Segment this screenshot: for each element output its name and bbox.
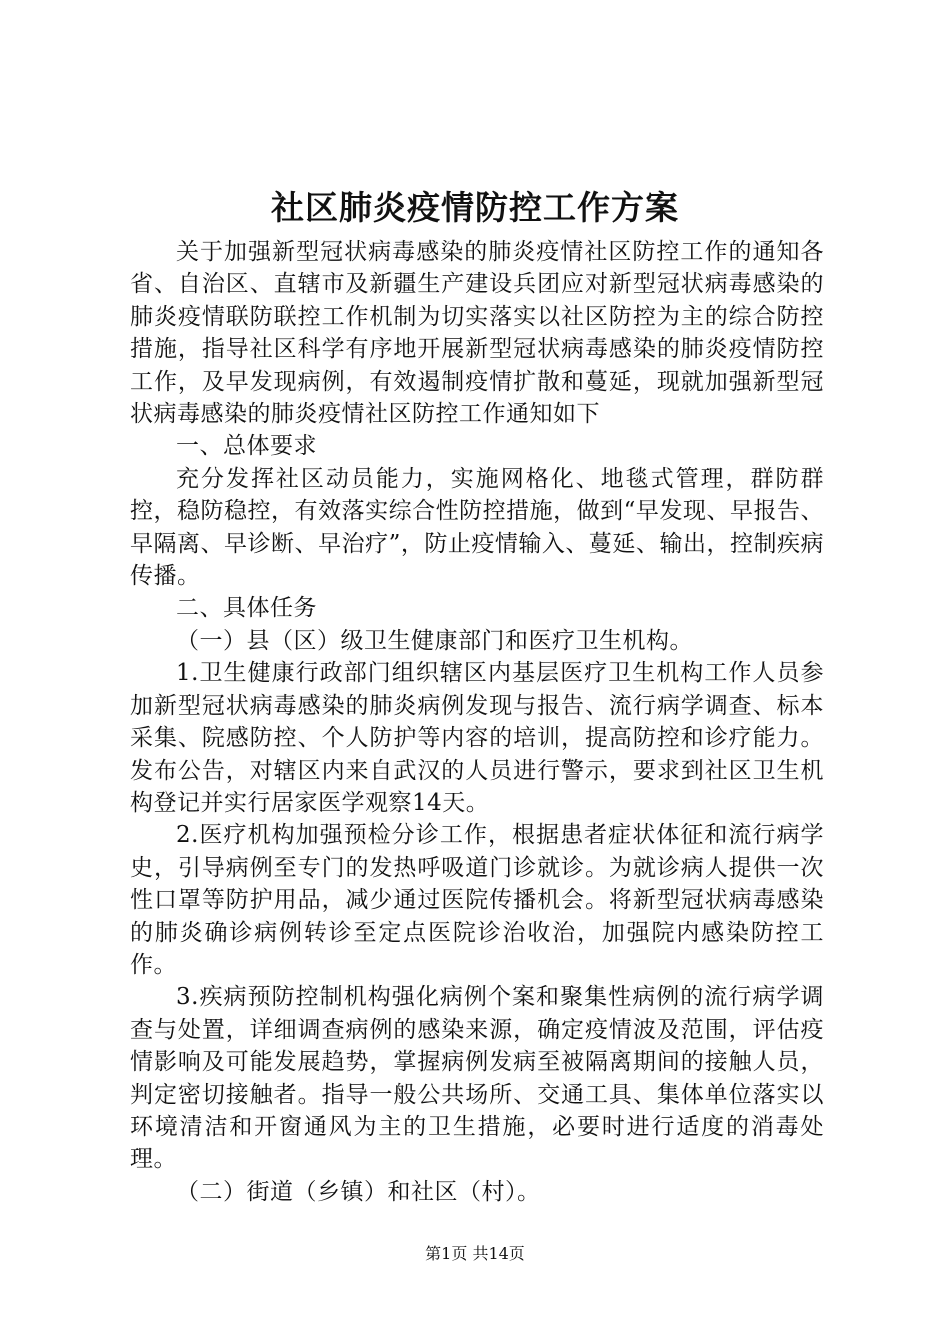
section-heading-tasks: 二、具体任务 — [176, 595, 317, 622]
subsection-heading-community: （二）街道（乡镇）和社区（村）。 — [176, 1178, 541, 1205]
document-title: 社区肺炎疫情防控工作方案 — [271, 188, 679, 227]
task-paragraph-2: 2.医疗机构加强预检分诊工作，根据患者症状体征和流行病学史，引导病例至专门的发热呼吸道门诊就诊。为就诊病人提供一次性口罩等防护用品，减少通过医院传播机会。将新型冠状病毒感染的肺炎确诊病例转诊至定点医院诊治收治，加强院内感染防控工作。 — [130, 822, 824, 978]
general-requirements-paragraph: 充分发挥社区动员能力，实施网格化、地毯式管理，群防群控，稳防稳控，有效落实综合性防控措施，做到“早发现、早报告、早隔离、早诊断、早治疗”，防止疫情输入、蔓延、输出，控制疾病传播。 — [130, 465, 824, 590]
task-paragraph-3: 3.疾病预防控制机构强化病例个案和聚集性病例的流行病学调查与处置，详细调查病例的感染来源，确定疫情波及范围，评估疫情影响及可能发展趋势，掌握病例发病至被隔离期间的接触人员，判定密切接触者。指导一般公共场所、交通工具、集体单位落实以环境清洁和开窗通风为主的卫生措施，必要时进行适度的消毒处理。 — [130, 984, 824, 1173]
section-heading-general: 一、总体要求 — [176, 433, 317, 460]
document-body — [130, 236, 824, 1208]
intro-paragraph: 关于加强新型冠状病毒感染的肺炎疫情社区防控工作的通知各省、自治区、直辖市及新疆生产建设兵团应对新型冠状病毒感染的肺炎疫情联防联控工作机制为切实落实以社区防控为主的综合防控措施，指导社区科学有序地开展新型冠状病毒感染的肺炎疫情防控工作，及早发现病例，有效遏制疫情扩散和蔓延，现就加强新型冠状病毒感染的肺炎疫情社区防控工作通知如下 — [130, 239, 824, 428]
task-paragraph-1: 1.卫生健康行政部门组织辖区内基层医疗卫生机构工作人员参加新型冠状病毒感染的肺炎病例发现与报告、流行病学调查、标本采集、院感防控、个人防护等内容的培训，提高防控和诊疗能力。发布公告，对辖区内来自武汉的人员进行警示，要求到社区卫生机构登记并实行居家医学观察14天。 — [130, 660, 824, 816]
page-number-footer: 第1页 共14页 — [425, 1244, 525, 1263]
subsection-heading-county: （一）县（区）级卫生健康部门和医疗卫生机构。 — [176, 627, 693, 654]
